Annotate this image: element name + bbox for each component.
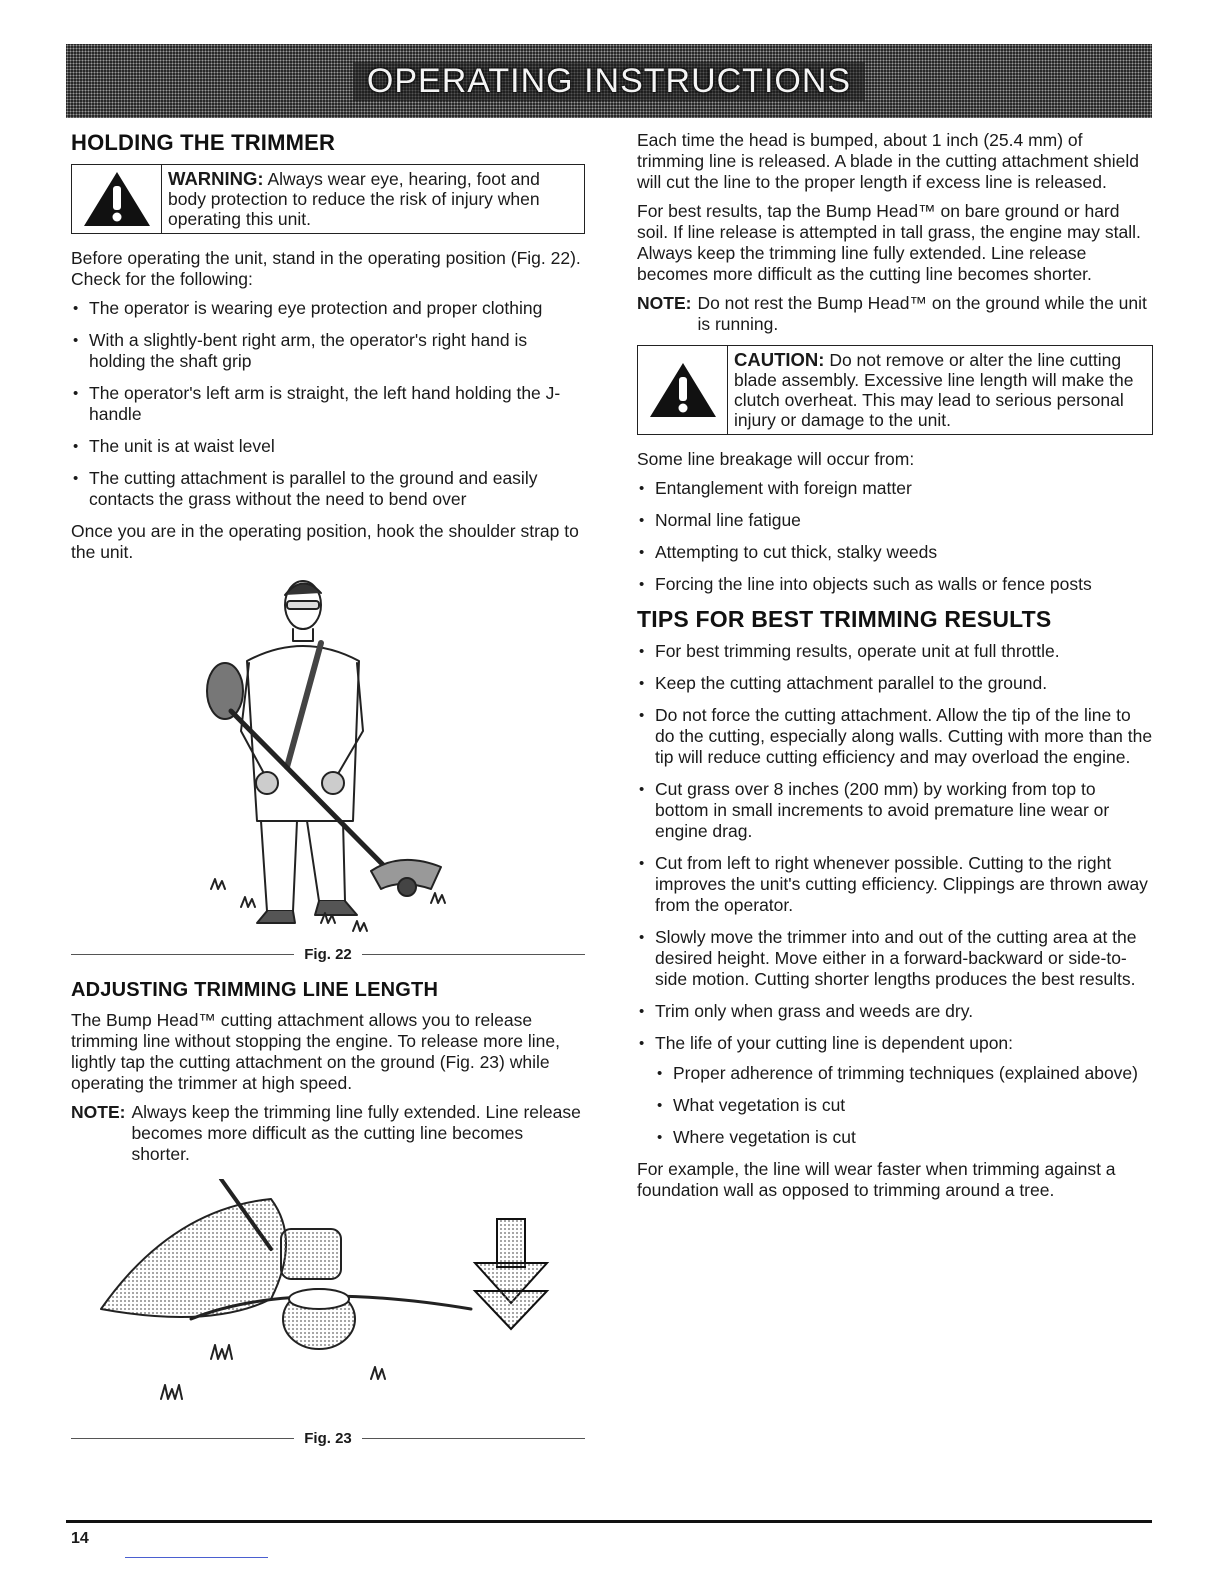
adjusting-para: The Bump Head™ cutting attachment allows you to release trimming line without stopping the engine. To release more line, lightly tap the cutting attachment on the ground (Fig. 23) while operating the trimmer at high speed. <box>71 1010 560 1093</box>
list-item: • Normal line fatigue <box>637 510 1153 531</box>
list-item: • The cutting attachment is parallel to the ground and easily contacts the grass without the need to bend over <box>71 468 585 510</box>
figure-23-caption <box>71 1430 585 1447</box>
holding-heading: HOLDING THE TRIMMER <box>71 130 336 155</box>
breakage-list <box>637 478 1153 595</box>
caption-rule <box>71 1438 294 1439</box>
warning-body: Always wear eye, hearing, foot and body protection to reduce the risk of injury when operating this unit. <box>168 169 540 229</box>
list-item: • Trim only when grass and weeds are dry. <box>637 1001 1153 1022</box>
holding-checklist <box>71 298 585 510</box>
warning-box <box>71 164 585 234</box>
best-results-para: For best results, tap the Bump Head™ on bare ground or hard soil. If line release is attempted in tall grass, the engine may stall. Always keep the trimming line fully extended. Line release becomes more difficult as the cutting line becomes shorter. <box>637 201 1141 284</box>
warning-text <box>162 165 584 233</box>
left-column <box>71 130 585 1447</box>
note-text: Always keep the trimming line fully extended. Line release becomes more difficult as the cutting line becomes shorter. <box>131 1102 581 1164</box>
caution-label: CAUTION: <box>734 349 825 370</box>
list-item: • The operator is wearing eye protection and proper clothing <box>71 298 585 319</box>
caption-rule <box>362 954 585 955</box>
list-item: • With a slightly-bent right arm, the operator's right hand is holding the shaft grip <box>71 330 585 372</box>
list-item: • Forcing the line into objects such as walls or fence posts <box>637 574 1153 595</box>
adjusting-heading: ADJUSTING TRIMMING LINE LENGTH <box>71 979 439 1001</box>
operator-illustration <box>71 571 585 939</box>
list-item: • What vegetation is cut <box>655 1095 1153 1116</box>
list-item: • The operator's left arm is straight, the left hand holding the J-handle <box>71 383 585 425</box>
caution-triangle-icon <box>638 346 728 434</box>
note-label: NOTE: <box>71 1102 126 1122</box>
right-column <box>637 130 1153 1209</box>
caption-rule <box>71 954 294 955</box>
adjusting-note <box>71 1102 585 1165</box>
list-item: • Attempting to cut thick, stalky weeds <box>637 542 1153 563</box>
page-title: OPERATING INSTRUCTIONS <box>353 62 865 101</box>
note-text: Do not rest the Bump Head™ on the ground while the unit is running. <box>697 293 1147 334</box>
warning-label: WARNING: <box>168 168 264 189</box>
figure-label: Fig. 22 <box>304 946 352 963</box>
list-item: • The life of your cutting line is dependent upon: <box>637 1033 1153 1054</box>
line-life-sublist <box>637 1063 1153 1148</box>
tips-list <box>637 641 1153 1054</box>
figure-22 <box>71 571 585 961</box>
tips-closing: For example, the line will wear faster when trimming against a foundation wall as opposed to trimming around a tree. <box>637 1159 1116 1200</box>
note-label: NOTE: <box>637 293 692 313</box>
bump-release-para: Each time the head is bumped, about 1 inch (25.4 mm) of trimming line is released. A blade in the cutting attachment shield will cut the line to the proper length if excess line is released. <box>637 130 1139 192</box>
list-item: • Proper adherence of trimming techniques (explained above) <box>655 1063 1153 1084</box>
list-item: • For best trimming results, operate unit at full throttle. <box>637 641 1153 662</box>
figure-22-caption <box>71 946 585 963</box>
caption-rule <box>362 1438 585 1439</box>
list-item: • The unit is at waist level <box>71 436 585 457</box>
figure-label: Fig. 23 <box>304 1430 352 1447</box>
footer-underline <box>125 1557 268 1558</box>
bump-head-illustration <box>71 1179 585 1423</box>
breakage-intro: Some line breakage will occur from: <box>637 449 915 469</box>
tips-heading: TIPS FOR BEST TRIMMING RESULTS <box>637 606 1052 632</box>
list-item: • Slowly move the trimmer into and out of the cutting area at the desired height. Move either in a forward-backward or side-to-side motion. Cutting shorter lengths produces the best results. <box>637 927 1153 990</box>
holding-intro: Before operating the unit, stand in the operating position (Fig. 22). Check for the following: <box>71 248 581 289</box>
list-item: • Cut from left to right whenever possible. Cutting to the right improves the unit's cutting efficiency. Clippings are thrown away from the operator. <box>637 853 1153 916</box>
list-item: • Cut grass over 8 inches (200 mm) by working from top to bottom in small increments to avoid premature line wear or engine drag. <box>637 779 1153 842</box>
warning-triangle-icon <box>72 165 162 233</box>
list-item: • Where vegetation is cut <box>655 1127 1153 1148</box>
section-banner <box>66 44 1152 118</box>
holding-closing: Once you are in the operating position, hook the shoulder strap to the unit. <box>71 521 579 562</box>
caution-box <box>637 345 1153 435</box>
list-item: • Entanglement with foreign matter <box>637 478 1153 499</box>
list-item: • Keep the cutting attachment parallel to the ground. <box>637 673 1153 694</box>
down-arrow-icon <box>475 1219 547 1329</box>
caution-body: Do not remove or alter the line cutting blade assembly. Excessive line length will make the clutch overheat. This may lead to serious personal injury or damage to the unit. <box>734 350 1134 430</box>
list-item: • Do not force the cutting attachment. Allow the tip of the line to do the cutting, especially along walls. Cutting with more than the tip will reduce cutting efficiency and may overload the engine. <box>637 705 1153 768</box>
page-number: 14 <box>71 1530 89 1547</box>
caution-text <box>728 346 1152 434</box>
figure-23 <box>71 1179 585 1447</box>
footer-rule <box>66 1520 1152 1523</box>
bump-head-note <box>637 293 1153 335</box>
